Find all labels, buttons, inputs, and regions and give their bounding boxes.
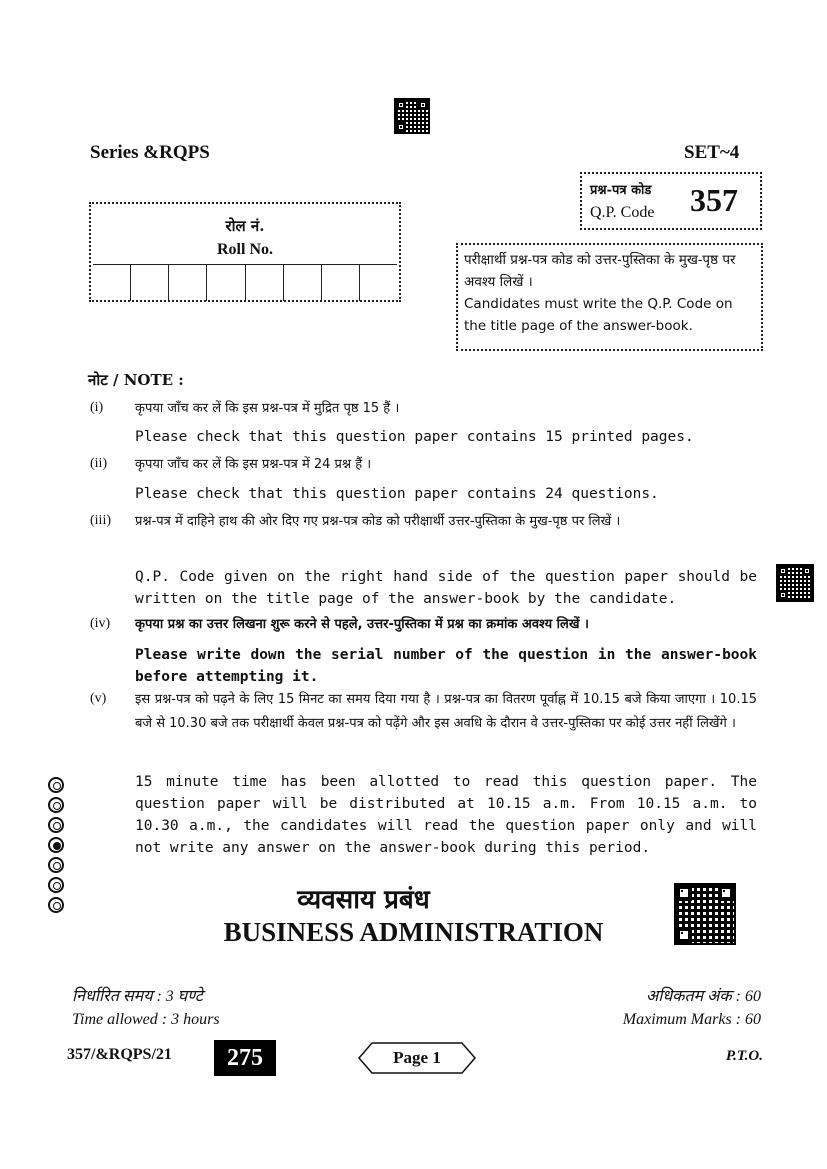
top-qr-code	[396, 100, 428, 132]
ring-mark	[48, 837, 64, 853]
note-number: (v)	[90, 691, 107, 706]
note-text-en: Please write down the serial number of the question in the answer-book before attempting it.	[135, 647, 757, 685]
pto-label: P.T.O.	[725, 1048, 763, 1064]
paper-badge: 275	[214, 1040, 276, 1076]
roll-cell[interactable]	[168, 265, 206, 301]
series-label: Series &RQPS	[90, 142, 210, 163]
roll-cell[interactable]	[283, 265, 321, 301]
note-number: (i)	[90, 400, 104, 415]
qp-code-number: 357	[690, 182, 738, 218]
side-qr-code	[778, 566, 812, 600]
note-text-hi: प्रश्न-पत्र में दाहिने हाथ की ओर दिए गए प्रश्न-पत्र कोड को परीक्षार्थी उत्तर-पुस्तिका के मुख-पृष्ठ पर लिखें ।	[135, 514, 621, 529]
subject-title-en: BUSINESS ADMINISTRATION	[223, 917, 604, 947]
paper-code: 357/&RQPS/21	[67, 1046, 172, 1063]
roll-label-en: Roll No.	[217, 241, 273, 258]
instruction-hi: परीक्षार्थी प्रश्न-पत्र कोड को उत्तर-पुस्तिका के मुख-पृष्ठ पर अवश्य लिखें ।	[464, 252, 736, 290]
note-text-hi: कृपया प्रश्न का उत्तर लिखना शुरू करने से पहले, उत्तर-पुस्तिका में प्रश्न का क्रमांक अवश्य लिखें ।	[135, 617, 589, 632]
note-text-en: Q.P. Code given on the right hand side of the question paper should be written on the title page of the answer-book by the candidate.	[135, 569, 757, 607]
instruction-en: Candidates must write the Q.P. Code on the title page of the answer-book.	[464, 296, 733, 334]
ring-mark	[48, 857, 64, 873]
roll-cell[interactable]	[130, 265, 168, 301]
note-text-hi: कृपया जाँच कर लें कि इस प्रश्न-पत्र में 24 प्रश्न हैं ।	[135, 457, 372, 472]
note-text-hi: कृपया जाँच कर लें कि इस प्रश्न-पत्र में मुद्रित पृष्ठ 15 हैं ।	[135, 401, 400, 416]
max-marks-en: Maximum Marks : 60	[622, 1011, 761, 1028]
roll-cell[interactable]	[245, 265, 283, 301]
ring-mark	[48, 797, 64, 813]
note-text-en: 15 minute time has been allotted to read this question paper. The question paper will be distributed at 10.15 a.m. From 10.15 a.m. to 10.30 a.m., the candidates will read the question paper only and will not write any answer on the answer-book during this period.	[135, 774, 757, 856]
qp-code-box	[580, 172, 762, 230]
set-label: SET~4	[684, 142, 740, 163]
note-text-en: Please check that this question paper contains 15 printed pages.	[135, 429, 694, 445]
candidate-instruction-box	[456, 243, 763, 351]
note-heading: नोट / NOTE :	[88, 371, 184, 389]
note-number: (iii)	[90, 513, 111, 528]
ring-mark	[48, 777, 64, 793]
qp-code-label-en: Q.P. Code	[590, 204, 655, 221]
roll-label-hi: रोल नं.	[225, 217, 265, 235]
note-number: (ii)	[90, 456, 108, 471]
ring-mark	[48, 817, 64, 833]
time-allowed-hi: निर्धारित समय : 3 घण्टे	[72, 988, 203, 1005]
note-number: (iv)	[90, 616, 111, 631]
roll-cell[interactable]	[321, 265, 359, 301]
time-allowed-en: Time allowed : 3 hours	[72, 1011, 220, 1028]
roll-cell[interactable]	[206, 265, 244, 301]
page-number: Page 1	[393, 1048, 441, 1067]
note-text-en: Please check that this question paper contains 24 questions.	[135, 486, 659, 502]
roll-cell[interactable]	[359, 265, 397, 301]
roll-number-cells	[93, 264, 397, 301]
subject-title-hi: व्यवसाय प्रबंध	[297, 885, 430, 915]
page-indicator	[358, 1042, 476, 1074]
max-marks-hi: अधिकतम अंक : 60	[645, 988, 761, 1005]
roll-cell[interactable]	[93, 265, 130, 301]
subject-qr-code	[676, 885, 734, 943]
qp-code-label-hi: प्रश्न-पत्र कोड	[590, 183, 652, 198]
roll-number-box	[89, 202, 401, 302]
note-text-hi: इस प्रश्न-पत्र को पढ़ने के लिए 15 मिनट का समय दिया गया है । प्रश्न-पत्र का वितरण पूर्वाह्न में 10.15 बजे किया जाएगा । 10.15 बजे से 10.30 बजे तक परीक्षार्थी केवल प्रश्न-पत्र को पढ़ेंगे और इस अवधि के दौरान वे उत्तर-पुस्तिका पर कोई उत्तर नहीं लिखेंगे ।	[135, 692, 757, 731]
